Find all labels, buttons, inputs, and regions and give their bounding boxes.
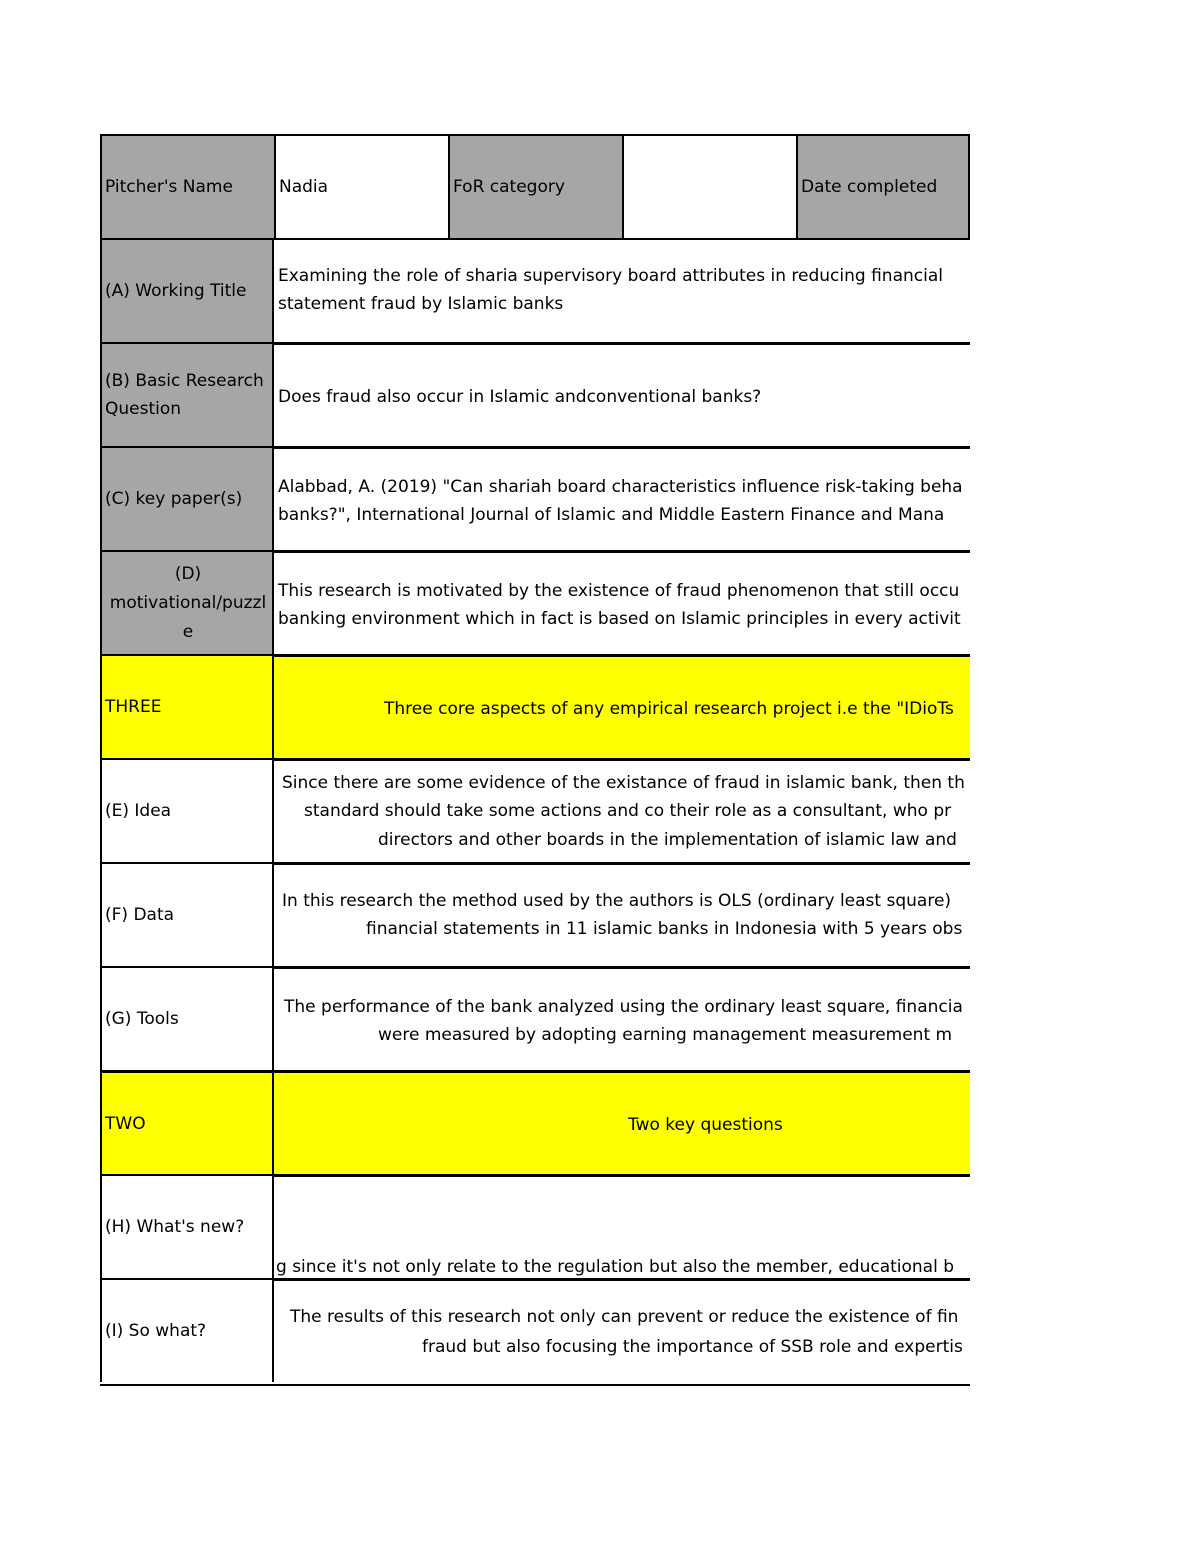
working-title-label [100, 238, 274, 342]
for-category-value[interactable] [622, 134, 796, 238]
pitch-template-sheet [100, 134, 970, 1388]
pitcher-name-value[interactable] [274, 134, 448, 238]
motivation-cell[interactable] [272, 550, 970, 654]
row-motivation [100, 550, 970, 654]
two-cell [272, 1070, 970, 1174]
working-title-cell[interactable] [272, 238, 970, 342]
two-label-text: TWO [105, 1113, 146, 1134]
working-title-line-1: Examining the role of sharia supervisory board attributes in reducing financial [278, 266, 943, 286]
date-completed-label-text: Date completed [801, 177, 938, 197]
two-heading-text: Two key questions [628, 1115, 783, 1135]
idea-line-1: Since there are some evidence of the existance of fraud in islamic bank, then th [282, 773, 965, 793]
row-two [100, 1070, 970, 1174]
row-key-papers [100, 446, 970, 550]
row-basic-question [100, 342, 970, 446]
row-so-what [100, 1278, 970, 1382]
motivation-label-line-3: e [182, 621, 194, 642]
idea-line-3: directors and other boards in the implementation of islamic law and [378, 830, 957, 850]
row-idea [100, 758, 970, 862]
motivation-line-1: This research is motivated by the existence of fraud phenomenon that still occu [278, 581, 960, 601]
motivation-label-line-2: motivational/puzzl [109, 592, 267, 613]
whats-new-text: g since it's not only relate to the regulation but also the member, educational b [276, 1257, 955, 1277]
motivation-line-2: banking environment which in fact is based on Islamic principles in every activit [278, 609, 961, 629]
key-papers-line-2: banks?", International Journal of Islamic and Middle Eastern Finance and Mana [278, 505, 945, 525]
data-label [100, 862, 274, 966]
so-what-label [100, 1278, 274, 1382]
so-what-label-text: (I) So what? [105, 1321, 207, 1341]
row-working-title [100, 238, 970, 342]
basic-question-label-line-2: Question [105, 399, 182, 419]
tools-label-text: (G) Tools [105, 1009, 179, 1029]
three-heading-text: Three core aspects of any empirical research project i.e the "IDioTs [384, 699, 954, 719]
row-data [100, 862, 970, 966]
data-cell[interactable] [272, 862, 970, 966]
for-category-label-text: FoR category [453, 177, 565, 197]
table-bottom-border [100, 1384, 970, 1386]
tools-cell[interactable] [272, 966, 970, 1070]
tools-label [100, 966, 274, 1070]
pitcher-name-value-text: Nadia [279, 177, 329, 197]
key-papers-cell[interactable] [272, 446, 970, 550]
row-three [100, 654, 970, 758]
header-row [100, 134, 970, 238]
whats-new-label-text: (H) What's new? [105, 1217, 245, 1237]
pitcher-name-label [100, 134, 274, 238]
motivation-label-line-1: (D) [174, 563, 202, 584]
pitcher-name-label-text: Pitcher's Name [105, 177, 233, 197]
so-what-line-2: fraud but also focusing the importance of SSB role and expertis [422, 1337, 963, 1357]
row-tools [100, 966, 970, 1070]
data-label-text: (F) Data [105, 905, 175, 925]
key-papers-label [100, 446, 274, 550]
idea-cell[interactable] [272, 758, 970, 862]
idea-label [100, 758, 274, 862]
three-label [100, 654, 274, 758]
key-papers-line-1: Alabbad, A. (2019) "Can shariah board characteristics influence risk-taking beha [278, 477, 963, 497]
working-title-label-text: (A) Working Title [105, 281, 247, 301]
idea-label-text: (E) Idea [105, 801, 172, 821]
data-line-1: In this research the method used by the authors is OLS (ordinary least square) [282, 891, 952, 911]
basic-question-cell[interactable] [272, 342, 970, 446]
basic-question-text: Does fraud also occur in Islamic andconventional banks? [278, 387, 762, 407]
row-whats-new [100, 1174, 970, 1278]
for-category-label [448, 134, 622, 238]
so-what-line-1: The results of this research not only can prevent or reduce the existence of fin [290, 1307, 959, 1327]
three-cell [272, 654, 970, 758]
tools-line-2: were measured by adopting earning management measurement m [378, 1025, 953, 1045]
motivation-label [100, 550, 274, 654]
column-divider [968, 134, 970, 238]
basic-question-label-line-1: (B) Basic Research [105, 371, 264, 391]
basic-question-label [100, 342, 274, 446]
two-label [100, 1070, 274, 1174]
whats-new-cell[interactable] [272, 1174, 970, 1278]
whats-new-label [100, 1174, 274, 1278]
date-completed-label [796, 134, 968, 238]
tools-line-1: The performance of the bank analyzed using the ordinary least square, financia [284, 997, 963, 1017]
so-what-cell[interactable] [272, 1278, 970, 1382]
idea-line-2: standard should take some actions and co their role as a consultant, who pr [304, 801, 952, 821]
working-title-line-2: statement fraud by Islamic banks [278, 294, 564, 314]
key-papers-label-text: (C) key paper(s) [105, 489, 243, 509]
data-line-2: financial statements in 11 islamic banks in Indonesia with 5 years obs [366, 919, 963, 939]
three-label-text: THREE [105, 697, 162, 717]
